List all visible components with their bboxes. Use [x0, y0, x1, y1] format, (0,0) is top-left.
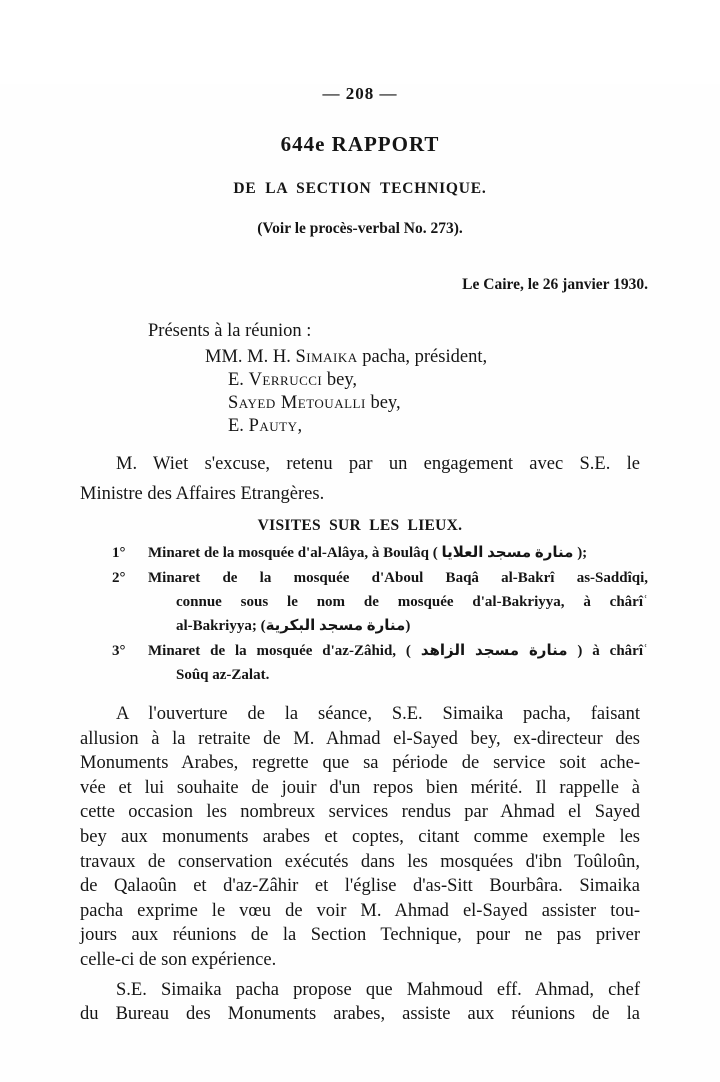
paragraph-line: travaux de conservation exécutés dans les mosquées d'ibn Toûloûn, — [80, 851, 640, 872]
report-title: 644e RAPPORT — [280, 132, 440, 156]
paragraph-line: S.E. Simaika pacha propose que Mahmoud eff. Ahmad, chef — [116, 979, 640, 1000]
visites-heading: VISITES SUR LES LIEUX. — [257, 517, 463, 534]
paragraph-line: vée et lui souhaite de jouir d'un repos bien mérité. Il rappelle à — [80, 777, 640, 798]
paragraph-line: cette occasion les nombreux services rendus par Ahmad el Sayed — [80, 802, 640, 823]
report-subtitle: DE LA SECTION TECHNIQUE. — [233, 180, 487, 197]
item-line: Minaret de la mosquée d'al-Alâya, à Boulâq ( منارة مسجد العلايا ); — [148, 545, 588, 561]
attendee-suffix: pacha, président, — [357, 347, 488, 367]
item-marker: 1° — [112, 545, 126, 561]
body-paragraph-1 — [80, 702, 640, 973]
visite-item — [112, 566, 648, 638]
attendance-intro: Présents à la réunion : — [148, 321, 312, 341]
paragraph-line: allusion à la retraite de M. Ahmad el-Sayed bey, ex-directeur des — [80, 728, 640, 749]
item-line: Minaret de la mosquée d'az-Zâhid, ( منارة مسجد الزاهد ) à chârîʿ — [148, 643, 648, 659]
page-number: — 208 — — [322, 84, 398, 103]
attendee-prefix: E. — [228, 370, 249, 390]
item-marker: 3° — [112, 643, 126, 659]
attendee-suffix: bey, — [322, 370, 358, 390]
visite-item — [112, 541, 648, 565]
reference-note: (Voir le procès-verbal No. 273). — [257, 220, 463, 237]
attendee-row — [205, 369, 720, 392]
paragraph-line: bey aux monuments arabes et coptes, citant comme exemple les — [80, 826, 640, 847]
attendee-row — [205, 392, 720, 415]
paragraph-line: pacha exprime le vœu de voir M. Ahmad el-Sayed assister tou- — [80, 900, 640, 921]
paragraph-line: Monuments Arabes, regrette que sa période de service soit ache- — [80, 753, 640, 774]
attendee-prefix: MM. M. H. — [205, 347, 296, 367]
item-line: Soûq az-Zalat. — [176, 667, 270, 683]
paragraph-line: de Qalaoûn et d'az-Zâhir et l'église d'as-Sitt Bourbâra. Simaika — [80, 876, 640, 897]
paragraph-line: M. Wiet s'excuse, retenu par un engagement avec S.E. le — [116, 454, 640, 474]
paragraph-line: Ministre des Affaires Etrangères. — [80, 483, 325, 504]
scanned-document-page — [0, 84, 720, 1082]
visites-list — [112, 541, 648, 687]
attendee-suffix: , — [297, 416, 303, 436]
dateline: Le Caire, le 26 janvier 1930. — [462, 276, 648, 293]
attendee-row — [205, 415, 720, 438]
paragraph-line: du Bureau des Monuments arabes, assiste aux réunions de la — [80, 1004, 640, 1025]
attendee-name: Simaika — [295, 347, 358, 367]
attendee-suffix: bey, — [365, 393, 401, 413]
item-marker: 2° — [112, 570, 126, 586]
attendee-row — [205, 346, 720, 369]
paragraph-line: celle-ci de son expérience. — [80, 949, 277, 970]
body-paragraph-2 — [80, 978, 640, 1027]
item-line: connue sous le nom de mosquée d'al-Bakriyya, à chârîʿ — [176, 594, 648, 610]
item-line: Minaret de la mosquée d'Aboul Baqâ al-Bakrî as-Saddîqi, — [148, 570, 648, 586]
attendee-prefix: E. — [228, 416, 249, 436]
paragraph-line: jours aux réunions de la Section Technique, pour ne pas priver — [80, 925, 640, 946]
attendee-list — [205, 346, 720, 438]
attendee-name: Verrucci — [248, 370, 323, 390]
excuse-paragraph — [80, 450, 640, 509]
attendee-name: Sayed Metoualli — [228, 393, 366, 413]
paragraph-line: A l'ouverture de la séance, S.E. Simaika pacha, faisant — [116, 704, 640, 724]
visite-item — [112, 639, 648, 687]
item-line: al-Bakriyya; (منارة مسجد البكرية) — [176, 618, 411, 634]
attendee-name: Pauty — [248, 416, 298, 436]
